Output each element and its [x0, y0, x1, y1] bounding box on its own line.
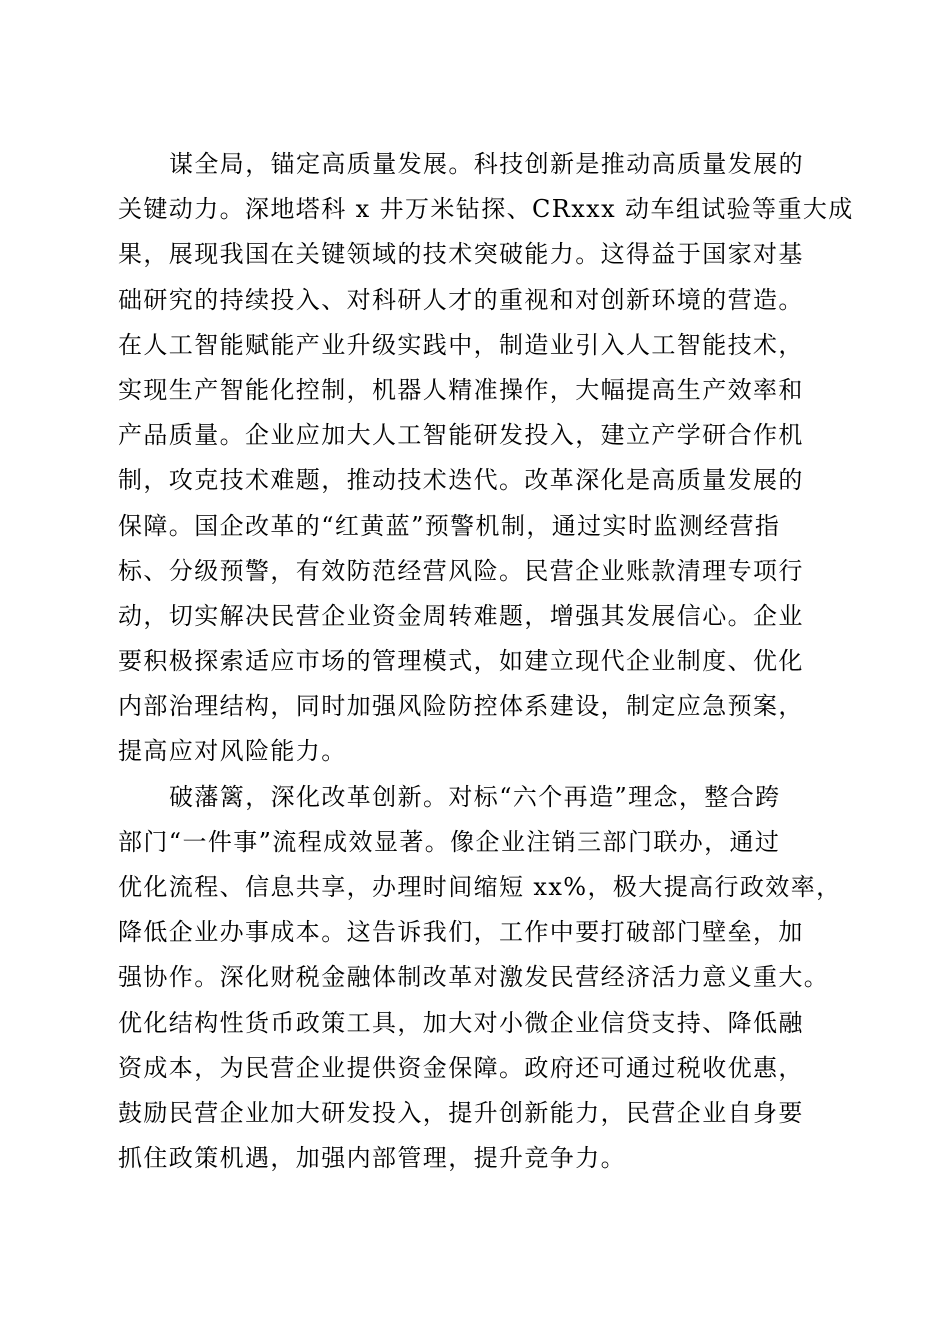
text-line: 础研究的持续投入、对科研人才的重视和对创新环境的营造。 — [118, 285, 804, 314]
document-body — [118, 142, 854, 1181]
text-line: 破藩篱，深化改革创新。对标“六个再造”理念，整合跨 — [169, 782, 781, 811]
text-line: 保障。国企改革的“红黄蓝”预警机制，通过实时监测经营指 — [118, 511, 781, 540]
text-line: 制，攻克技术难题，推动技术迭代。改革深化是高质量发展的 — [118, 466, 804, 495]
text-line: 部门“一件事”流程成效显著。像企业注销三部门联办，通过 — [118, 827, 781, 856]
paragraph-2 — [118, 775, 848, 1182]
text-line: 果，展现我国在关键领域的技术突破能力。这得益于国家对基 — [118, 240, 804, 269]
text-line: 提高应对风险能力。 — [118, 737, 347, 766]
text-line: 谋全局，锚定高质量发展。科技创新是推动高质量发展的 — [169, 150, 804, 178]
text-line: 产品质量。企业应加大人工智能研发投入，建立产学研合作机 — [118, 421, 804, 450]
text-line: 优化结构性货币政策工具，加大对小微企业信贷支持、降低融 — [118, 1008, 804, 1037]
text-line: 降低企业办事成本。这告诉我们，工作中要打破部门壁垒，加 — [118, 918, 804, 947]
text-line: 资成本，为民营企业提供资金保障。政府还可通过税收优惠， — [118, 1053, 804, 1082]
text-line: 强协作。深化财税金融体制改革对激发民营经济活力意义重大。 — [118, 963, 830, 992]
text-line: 标、分级预警，有效防范经营风险。民营企业账款清理专项行 — [118, 556, 804, 585]
text-line: 在人工智能赋能产业升级实践中，制造业引入人工智能技术， — [118, 330, 804, 359]
text-line: 实现生产智能化控制，机器人精准操作，大幅提高生产效率和 — [118, 375, 804, 404]
text-line: 关键动力。深地塔科 x 井万米钻探、CRxxx 动车组试验等重大成 — [118, 195, 854, 224]
text-line: 鼓励民营企业加大研发投入，提升创新能力，民营企业自身要 — [118, 1098, 804, 1127]
paragraph-1 — [118, 142, 854, 775]
text-line: 要积极探索适应市场的管理模式，如建立现代企业制度、优化 — [118, 647, 804, 676]
text-line: 内部治理结构，同时加强风险防控体系建设，制定应急预案， — [118, 692, 804, 721]
text-line: 动，切实解决民营企业资金周转难题，增强其发展信心。企业 — [118, 601, 804, 630]
text-line: 抓住政策机遇，加强内部管理，提升竞争力。 — [118, 1144, 626, 1173]
text-line: 优化流程、信息共享，办理时间缩短 xx%，极大提高行政效率， — [118, 873, 842, 901]
